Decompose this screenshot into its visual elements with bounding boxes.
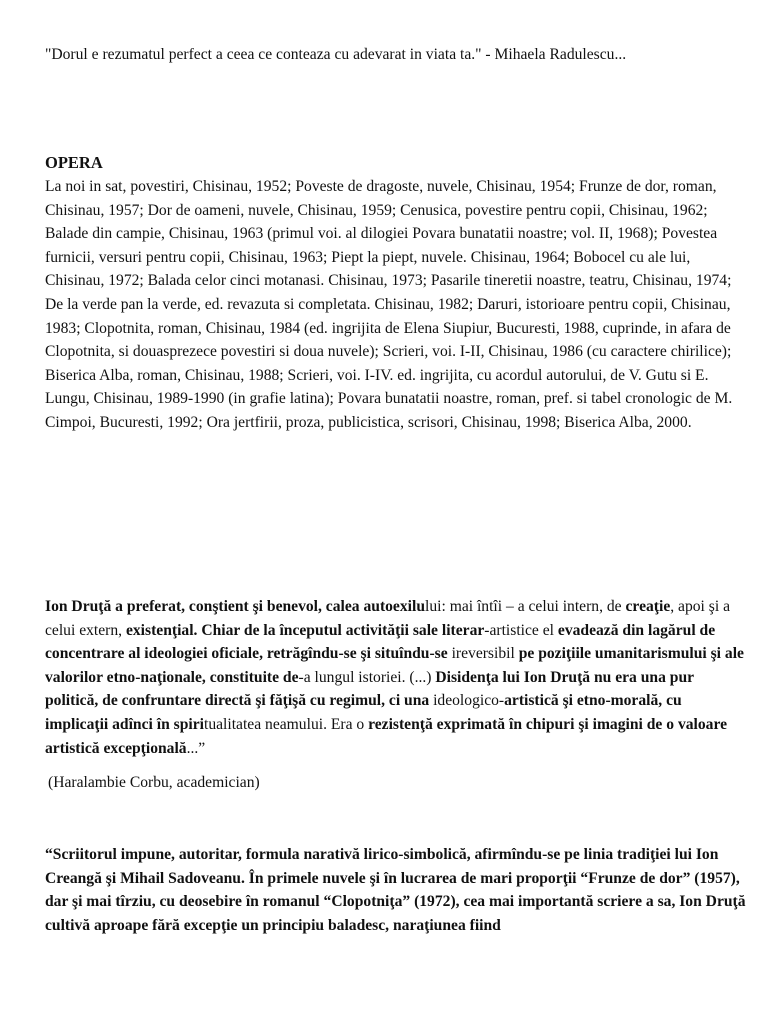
quote-segment: -a lungul istoriei. (...) [298,668,436,686]
corbu-signature: (Haralambie Corbu, academician) [48,774,260,791]
quote-segment: Disidenţa lui Ion Druţă nu era una pur politică, de confruntare directă şi făţişă cu regimul, ci una [45,668,694,710]
quote-segment: lui: mai întîi – a celui intern, de [425,598,626,615]
quote-segment: ireversibil [447,645,519,663]
quote-segment: artistică şi etno-morală, cu implicaţii adînci în spiri [45,692,682,733]
quote-segment: evadează din lagărul de concentrare al ideologiei oficiale, retrăgîndu-se şi situîndu-se [45,621,716,663]
quote-segment: creaţie [625,598,671,615]
opera-heading: OPERA [45,153,103,172]
opera-bibliography: La noi in sat, povestiri, Chisinau, 1952; Poveste de dragoste, nuvele, Chisinau, 1954; Frunze de dor, roman, Chisinau, 1957; Dor de oameni, nuvele, Chisinau, 1959; Cenusica, povestire pentru copii, Chisinau, 1962; Balade din campie, Chisinau, 1963 (primul voi. al dilogiei Povara bunatatii noastre; vol. II, 1968); Povestea furnicii, versuri pentru copii, Chisinau, 1963; Piept la piept, nuvele. Chisinau, 1964; Bobocel cu ale lui, Chisinau, 1972; Balada celor cinci motanasi. Chisinau, 1973; Pasarile tineretii noastre, teatru, Chisinau, 1974; De la verde pan la verde, ed. revazuta si completata. Chisinau, 1982; Daruri, istorioare pentru copii, Chisinau, 1983; Clopotnita, roman, Chisinau, 1984 (ed. ingrijita de Elena Siupiur, Bucuresti, 1988, cuprinde, in afara de Clopotnita, si douasprezece povestiri si doua nuvele); Scrieri, voi. I-II, Chisinau, 1986 (cu caractere chirilice); Biserica Alba, roman, Chisinau, 1988; Scrieri, voi. I-IV. ed. ingrijita, cu acordul autorului, de V. Gutu si E. Lungu, Chisinau, 1989-1990 (in grafie latina); Povara bunatatii noastre, roman, pref. si tabel cronologic de M. Cimpoi, Bucuresti, 1992; Ora jertfirii, proza, publicistica, scrisori, Chisinau, 1998; Biserica Alba, 2000. [45,178,733,431]
quote-segment: , apoi şi a celui extern, [45,598,731,639]
quote-segment: existenţial. Chiar de la începutul activităţii sale literar [125,621,485,639]
second-quote: “Scriitorul impune, autoritar, formula narativă lirico-simbolică, afirmîndu-se pe linia tradiţiei lui Ion Creangă şi Mihail Sadoveanu. În primele nuvele şi în lucrarea de mari proporţii “Frunze de dor” (1957), dar şi mai tîrziu, cu deosebire în romanul “Clopotniţa” (1972), cea mai importantă scriere a sa, Ion Druţă cultivă aproape fără excepţie un principiu baladesc, naraţiunea fiind [45,846,746,934]
quote-segment: ideologico- [429,692,505,710]
quote-segment: rezistenţă exprimată în chipuri şi imagini de o valoare artistică excepţională [45,715,728,757]
corbu-quote [45,595,748,760]
quote-segment: pe poziţiile umanitarismului şi ale valorilor etno-naţionale, constituite de [45,645,744,686]
quote-segment: tualitatea neamului. Era o [204,715,369,733]
quote-segment: -artistice el [484,621,558,639]
quote-segment: ...” [186,739,206,757]
quote-segment: Ion Druţă a preferat, conştient şi benevol, calea autoexilu [45,598,425,615]
opening-quote: "Dorul e rezumatul perfect a ceea ce conteaza cu adevarat in viata ta." - Mihaela Radulescu... [45,46,627,63]
